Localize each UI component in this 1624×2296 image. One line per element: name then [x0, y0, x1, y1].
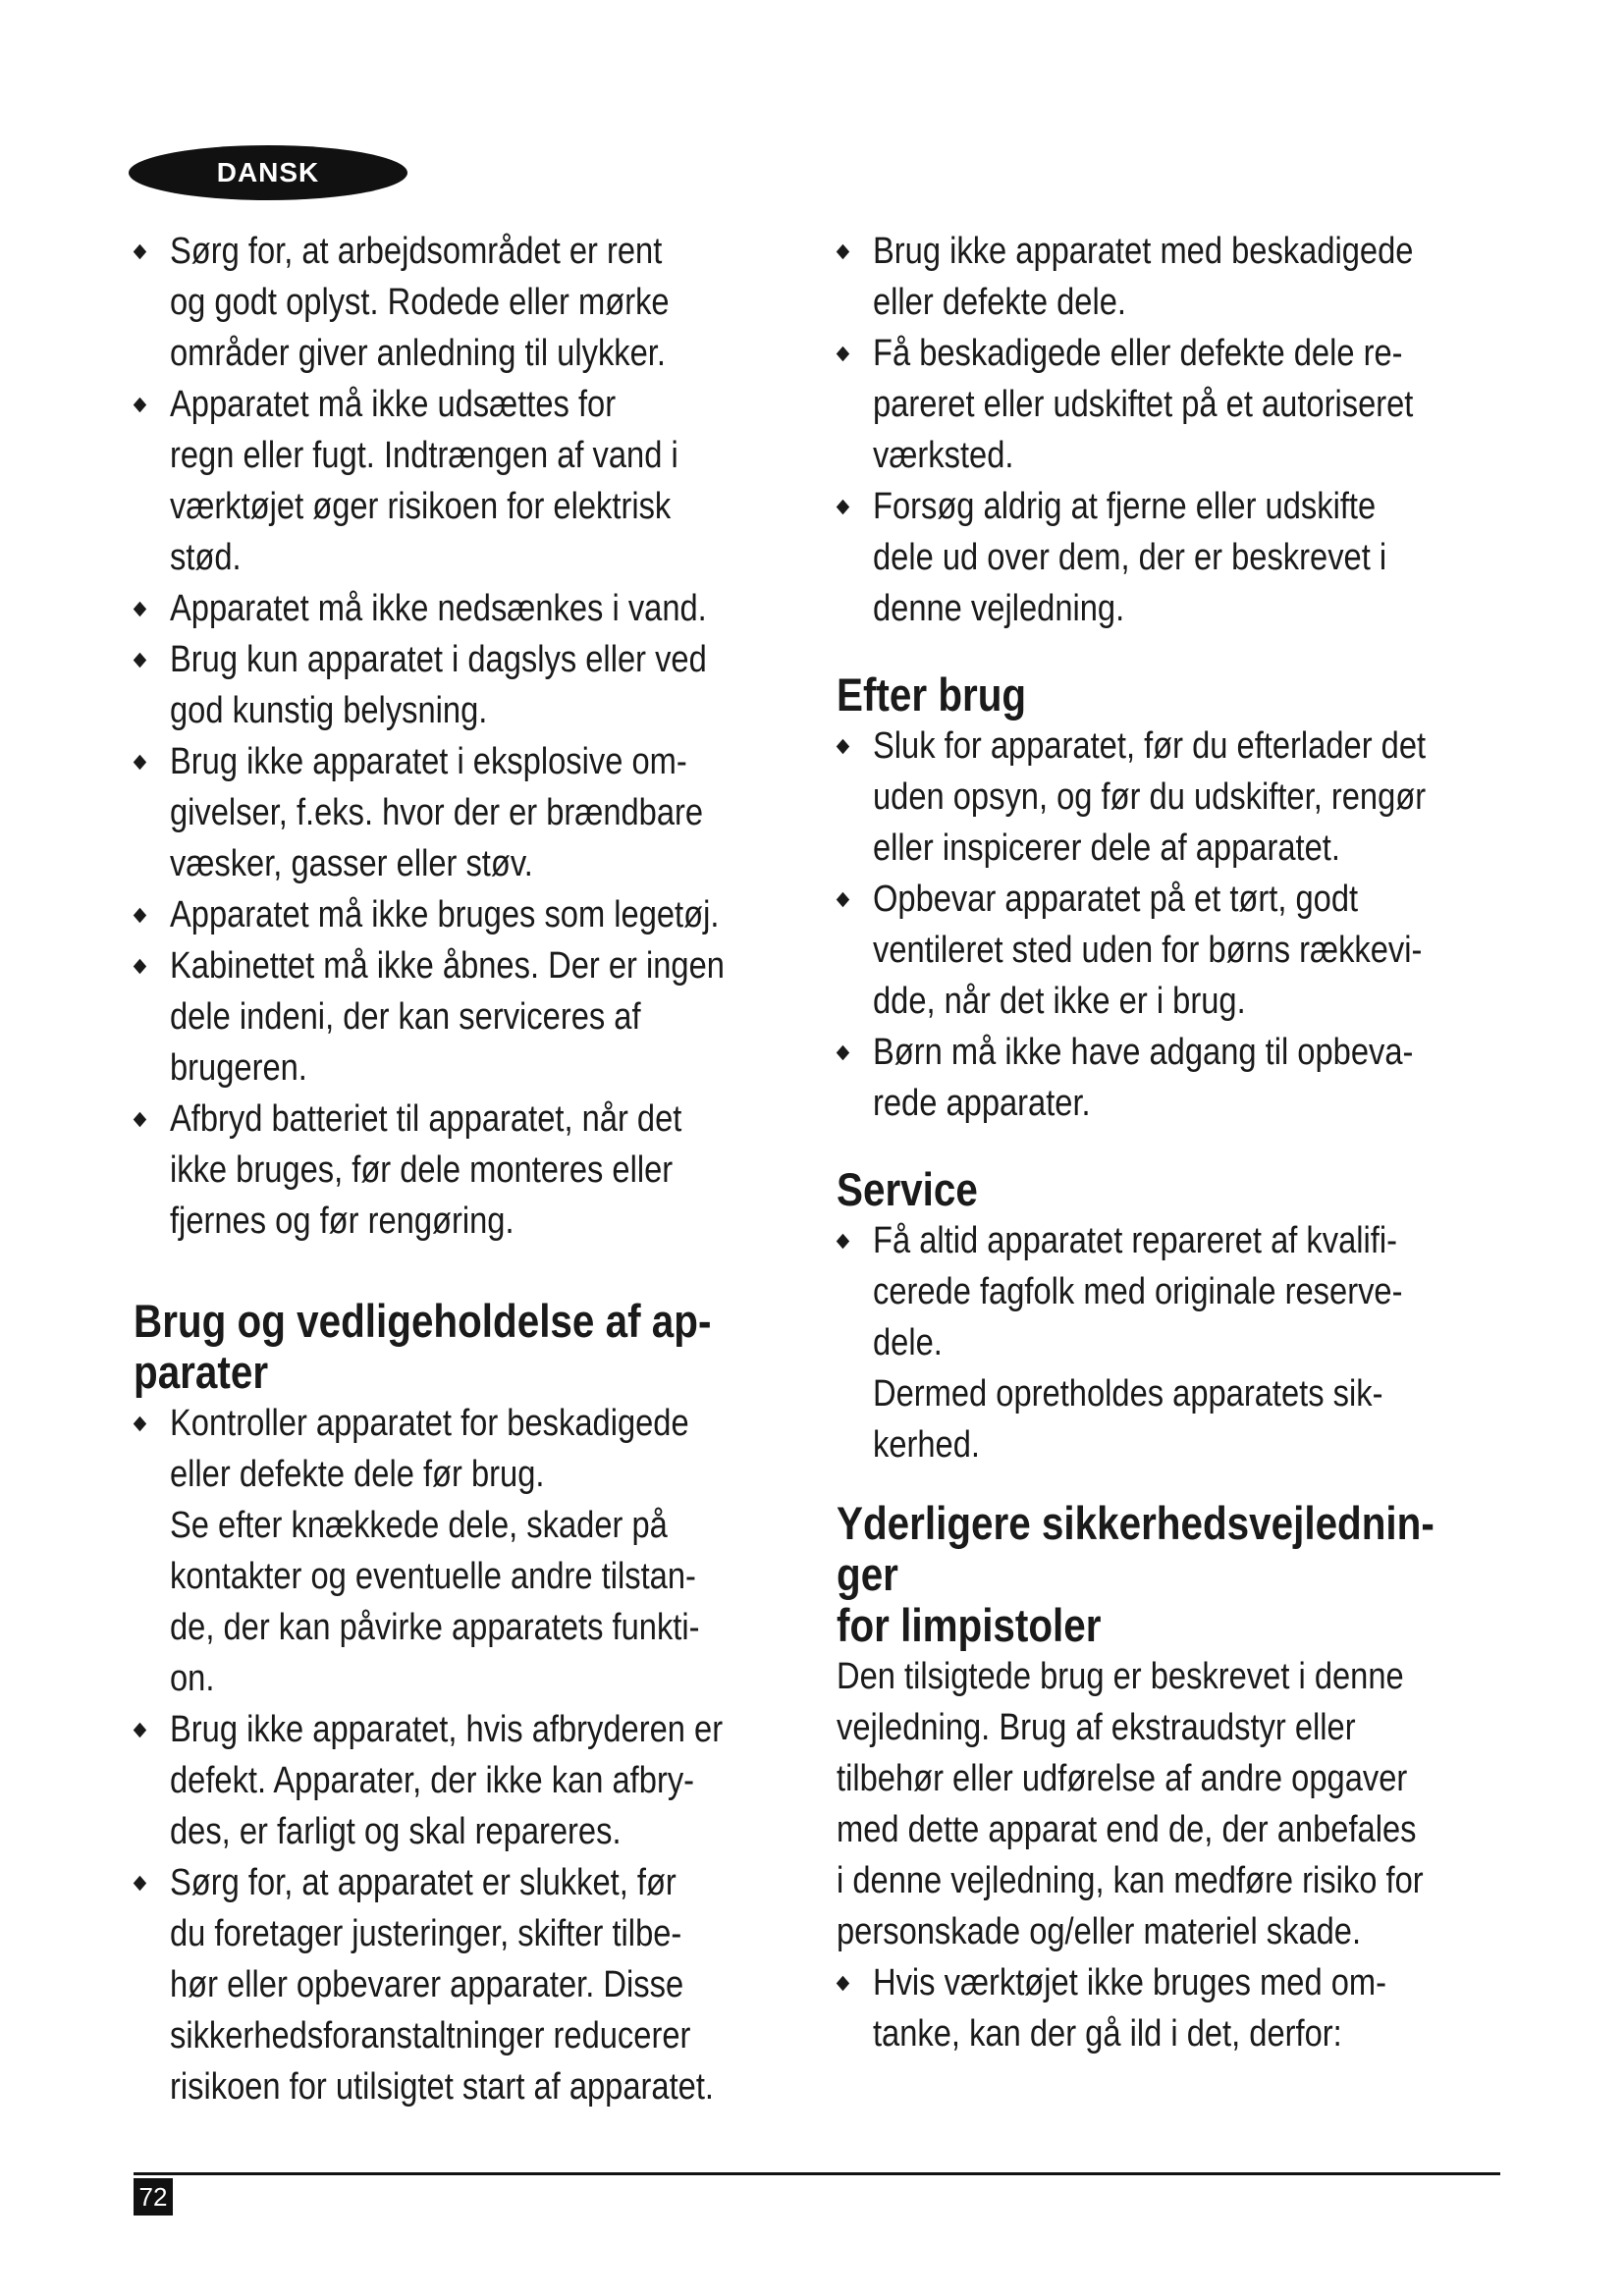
bullet-line: eller defekte dele. — [872, 282, 1126, 323]
bullet-line: Hvis værktøjet ikke bruges med om- — [872, 1962, 1386, 2003]
bullet-line: denne vejledning. — [872, 588, 1125, 629]
bullet-item — [837, 481, 1548, 634]
bullet-line: Sørg for, at apparatet er slukket, før — [169, 1862, 677, 1903]
bullet-line: hør eller opbevarer apparater. Disse — [169, 1964, 684, 2005]
bullet-line: du foretager justeringer, skifter tilbe- — [169, 1913, 682, 1954]
extra-safety-bullets — [837, 1957, 1514, 2059]
bullet-line: ikke bruges, før dele monteres eller — [169, 1149, 674, 1191]
bullet-line: Apparatet må ikke bruges som legetøj. — [169, 894, 720, 935]
bullet-line: risikoen for utilsigtet start af apparatet. — [169, 2066, 714, 2108]
bullet-line: værktøjet øger risikoen for elektrisk — [169, 486, 672, 527]
bullet-line: kontakter og eventuelle andre tilstan- — [169, 1556, 696, 1597]
paragraph-line: i denne vejledning, kan medføre risiko for — [837, 1860, 1424, 1901]
bullet-line: Forsøg aldrig at fjerne eller udskifte — [872, 486, 1377, 527]
section-heading: Service — [837, 1163, 978, 1215]
left-intro-bullets — [134, 226, 821, 1247]
extra-safety-paragraph — [837, 1651, 1514, 1957]
bullet-line: Få beskadigede eller defekte dele re- — [872, 333, 1403, 374]
diamond-bullet-icon — [134, 1416, 146, 1432]
diamond-bullet-icon — [134, 959, 146, 975]
bullet-line: og godt oplyst. Rodede eller mørke — [169, 282, 670, 323]
care-section-bullets — [134, 1398, 821, 2112]
page-number: 72 — [134, 2178, 173, 2216]
right-intro-bullets — [837, 226, 1514, 634]
bullet-line: dele indeni, der kan serviceres af — [169, 996, 641, 1038]
diamond-bullet-icon — [837, 347, 849, 362]
bullet-line: Børn må ikke have adgang til opbeva- — [872, 1032, 1414, 1073]
diamond-bullet-icon — [134, 244, 146, 260]
bullet-line: uden opsyn, og før du udskifter, rengør — [872, 776, 1427, 818]
bullet-item — [134, 1857, 855, 2112]
bullet-line: dele. — [872, 1322, 943, 1363]
bullet-line: defekt. Apparater, der ikke kan afbry- — [169, 1760, 695, 1801]
footer-rule — [134, 2172, 1500, 2175]
bullet-line: Kabinettet må ikke åbnes. Der er ingen — [169, 945, 725, 987]
service-heading — [837, 1164, 1514, 1215]
section-heading: ger — [837, 1548, 898, 1600]
bullet-line: Apparatet må ikke udsættes for — [169, 384, 617, 425]
paragraph-line: med dette apparat end de, der anbefales — [837, 1809, 1417, 1850]
bullet-line: cerede fagfolk med originale reserve- — [872, 1271, 1403, 1312]
bullet-line: des, er farligt og skal repareres. — [169, 1811, 622, 1852]
bullet-item — [134, 1094, 855, 1247]
bullet-item — [134, 583, 855, 634]
section-heading: Brug og vedligeholdelse af ap- — [134, 1295, 712, 1347]
bullet-line: eller defekte dele før brug. — [169, 1454, 545, 1495]
bullet-item — [134, 889, 855, 940]
bullet-item — [134, 226, 855, 379]
bullet-line: on. — [169, 1658, 215, 1699]
service-bullets — [837, 1215, 1514, 1470]
bullet-line: regn eller fugt. Indtrængen af vand i — [169, 435, 678, 476]
diamond-bullet-icon — [134, 602, 146, 617]
bullet-line: kerhed. — [872, 1424, 980, 1466]
bullet-item — [134, 1398, 855, 1704]
bullet-item — [837, 1027, 1548, 1129]
bullet-line: de, der kan påvirke apparatets funkti- — [169, 1607, 700, 1648]
bullet-line: Opbevar apparatet på et tørt, godt — [872, 879, 1359, 920]
diamond-bullet-icon — [134, 908, 146, 924]
bullet-item — [134, 736, 855, 889]
bullet-line: Brug ikke apparatet, hvis afbryderen er — [169, 1709, 724, 1750]
bullet-line: Se efter knækkede dele, skader på — [169, 1505, 668, 1546]
bullet-line: brugeren. — [169, 1047, 307, 1089]
bullet-item — [837, 1957, 1548, 2059]
bullet-item — [837, 721, 1548, 874]
diamond-bullet-icon — [837, 500, 849, 515]
bullet-line: Sørg for, at arbejdsområdet er rent — [169, 231, 663, 272]
bullet-line: fjernes og før rengøring. — [169, 1201, 514, 1242]
bullet-line: værksted. — [872, 435, 1014, 476]
section-heading: Efter brug — [837, 668, 1027, 721]
care-section-heading — [134, 1296, 821, 1398]
bullet-line: Apparatet må ikke nedsænkes i vand. — [169, 588, 707, 629]
bullet-item — [134, 940, 855, 1094]
diamond-bullet-icon — [837, 1045, 849, 1061]
section-heading: Yderligere sikkerhedsvejlednin- — [837, 1497, 1435, 1549]
bullet-line: rede apparater. — [872, 1083, 1091, 1124]
bullet-line: områder giver anledning til ulykker. — [169, 333, 666, 374]
bullet-line: eller inspicerer dele af apparatet. — [872, 828, 1340, 869]
section-heading: parater — [134, 1346, 269, 1398]
bullet-line: Brug ikke apparatet i eksplosive om- — [169, 741, 687, 782]
diamond-bullet-icon — [134, 653, 146, 668]
diamond-bullet-icon — [837, 1976, 849, 1992]
bullet-line: Dermed opretholdes apparatets sik- — [872, 1373, 1383, 1415]
diamond-bullet-icon — [134, 755, 146, 771]
diamond-bullet-icon — [134, 1876, 146, 1892]
paragraph-line: tilbehør eller udførelse af andre opgaver — [837, 1758, 1408, 1799]
after-use-heading — [837, 669, 1514, 721]
bullet-item — [134, 1704, 855, 1857]
bullet-line: pareret eller udskiftet på et autoriseret — [872, 384, 1414, 425]
diamond-bullet-icon — [837, 1234, 849, 1250]
bullet-line: givelser, f.eks. hvor der er brændbare — [169, 792, 704, 833]
bullet-line: Brug kun apparatet i dagslys eller ved — [169, 639, 707, 680]
bullet-line: ventileret sted uden for børns rækkevi- — [872, 930, 1423, 971]
bullet-line: Få altid apparatet repareret af kvalifi- — [872, 1220, 1398, 1261]
bullet-item — [837, 874, 1548, 1027]
bullet-line: Afbryd batteriet til apparatet, når det — [169, 1098, 682, 1140]
diamond-bullet-icon — [837, 892, 849, 908]
bullet-item — [837, 226, 1548, 328]
section-heading: for limpistoler — [837, 1599, 1102, 1651]
after-use-bullets — [837, 721, 1514, 1129]
bullet-line: sikkerhedsforanstaltninger reducerer — [169, 2015, 691, 2056]
bullet-item — [837, 1215, 1548, 1470]
extra-safety-heading — [837, 1498, 1514, 1651]
right-column — [837, 226, 1514, 2059]
diamond-bullet-icon — [134, 1723, 146, 1738]
bullet-line: Sluk for apparatet, før du efterlader det — [872, 725, 1427, 767]
bullet-item — [134, 634, 855, 736]
bullet-line: dde, når det ikke er i brug. — [872, 981, 1246, 1022]
bullet-item — [134, 379, 855, 583]
paragraph-line: personskade og/eller materiel skade. — [837, 1911, 1362, 1952]
bullet-item — [837, 328, 1548, 481]
paragraph-line: vejledning. Brug af ekstraudstyr eller — [837, 1707, 1356, 1748]
left-column — [134, 226, 821, 2112]
diamond-bullet-icon — [837, 244, 849, 260]
paragraph-line: Den tilsigtede brug er beskrevet i denne — [837, 1656, 1404, 1697]
bullet-line: stød. — [169, 537, 242, 578]
bullet-line: dele ud over dem, der er beskrevet i — [872, 537, 1387, 578]
diamond-bullet-icon — [837, 739, 849, 755]
diamond-bullet-icon — [134, 398, 146, 413]
diamond-bullet-icon — [134, 1112, 146, 1128]
bullet-line: god kunstig belysning. — [169, 690, 488, 731]
bullet-line: væsker, gasser eller støv. — [169, 843, 533, 884]
language-badge: DANSK — [129, 145, 407, 200]
bullet-line: tanke, kan der gå ild i det, derfor: — [872, 2013, 1342, 2055]
bullet-line: Brug ikke apparatet med beskadigede — [872, 231, 1414, 272]
bullet-line: Kontroller apparatet for beskadigede — [169, 1403, 689, 1444]
